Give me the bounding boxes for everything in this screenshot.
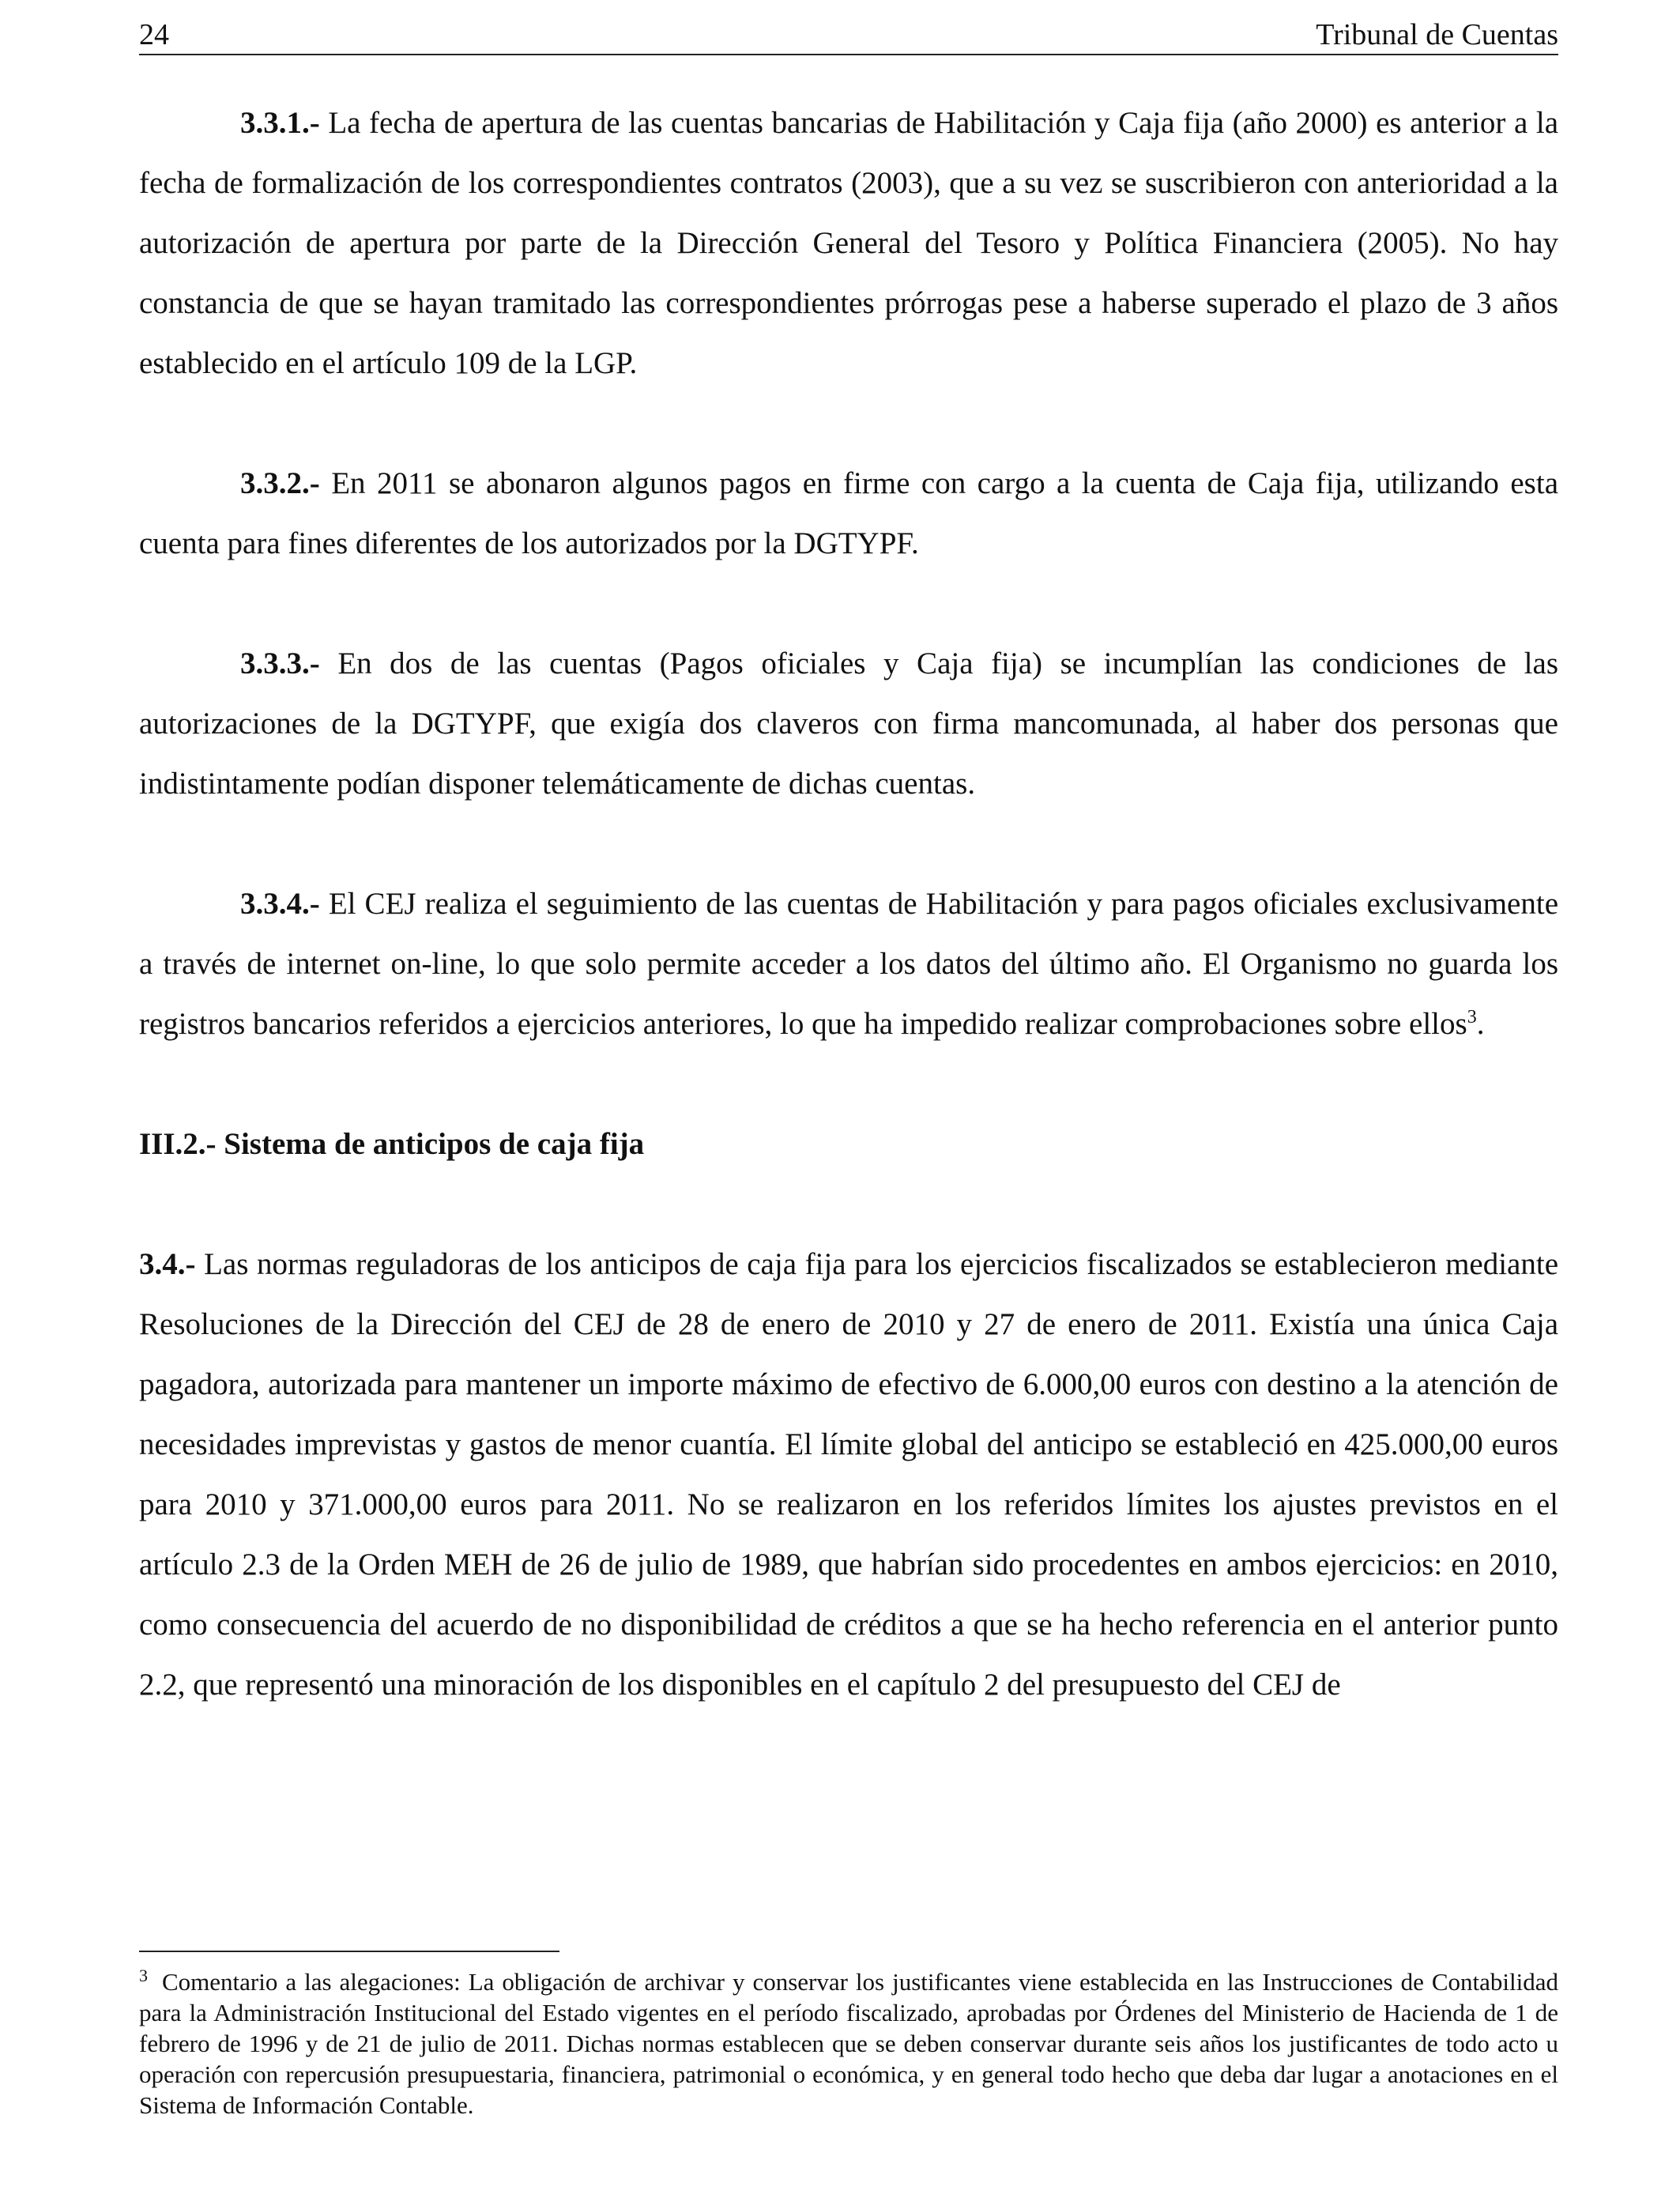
page-number: 24 [139,18,169,51]
paragraph-number: 3.3.1.- [240,106,320,140]
paragraph-tail: . [1476,1007,1485,1041]
running-title: Tribunal de Cuentas [1316,18,1558,51]
paragraph-3-3-2 [139,454,1558,574]
paragraph-text: En dos de las cuentas (Pagos oficiales y Caja fija) se incumplían las condiciones de las autorizaciones de la DGTYPF, que exigía dos claveros con firma mancomunada, al haber dos personas que indistintamente podían disponer telemáticamente de dichas cuentas. [139,647,1559,801]
paragraph-text: La fecha de apertura de las cuentas bancarias de Habilitación y Caja fija (año 2000) es anterior a la fecha de formalización de los correspondientes contratos (2003), que a su vez se suscribieron con anterioridad a la autorización de apertura por parte de la Dirección General del Tesoro y Política Financiera (2005). No hay constancia de que se hayan tramitado las correspondientes prórrogas pese a haberse superado el plazo de 3 años establecido en el artículo 109 de la LGP. [139,106,1558,380]
paragraph-number: 3.3.2.- [240,466,320,500]
footnote-reference[interactable]: 3 [1467,1007,1477,1027]
paragraph-3-3-4 [139,874,1558,1054]
paragraph-text: En 2011 se abonaron algunos pagos en firme con cargo a la cuenta de Caja fija, utilizando esta cuenta para fines diferentes de los autorizados por la DGTYPF. [139,466,1559,560]
footnote-mark: 3 [139,1965,148,1985]
footnote-separator [139,1951,559,1952]
document-body [139,93,1558,1715]
paragraph-text: Las normas reguladoras de los anticipos de caja fija para los ejercicios fiscalizados se establecieron mediante Resoluciones de la Dirección del CEJ de 28 de enero de 2010 y 27 de enero de 2011. Existía una única Caja pagadora, autorizada para mantener un importe máximo de efectivo de 6.000,00 euros con destino a la atención de necesidades imprevistas y gastos de menor cuantía. El límite global del anticipo se estableció en 425.000,00 euros para 2010 y 371.000,00 euros para 2011. No se realizaron en los referidos límites los ajustes previstos en el artículo 2.3 de la Orden MEH de 26 de julio de 1989, que habrían sido procedentes en ambos ejercicios: en 2010, como consecuencia del acuerdo de no disponibilidad de créditos a que se ha hecho referencia en el anterior punto 2.2, que representó una minoración de los disponibles en el capítulo 2 del presupuesto del CEJ de [139,1247,1559,1702]
paragraph-text: El CEJ realiza el seguimiento de las cuentas de Habilitación y para pagos oficiales exclusivamente a través de internet on-line, lo que solo permite acceder a los datos del último año. El Organismo no guarda los registros bancarios referidos a ejercicios anteriores, lo que ha impedido realizar comprobaciones sobre ellos [139,887,1559,1041]
section-heading: III.2.- Sistema de anticipos de caja fija [139,1127,645,1161]
footnote [139,1966,1558,2120]
page-header [139,17,1558,55]
paragraph-number: 3.3.4.- [240,887,320,921]
paragraph-number: 3.4.- [139,1247,196,1281]
paragraph-3-3-3 [139,634,1558,814]
paragraph-number: 3.3.3.- [240,647,320,680]
footnote-text: Comentario a las alegaciones: La obligación de archivar y conservar los justificantes viene establecida en las Instrucciones de Contabilidad para la Administración Institucional del Estado vigentes en el período fiscalizado, aprobadas por Órdenes del Ministerio de Hacienda de 1 de febrero de 1996 y de 21 de julio de 2011. Dichas normas establecen que se deben conservar durante seis años los justificantes de todo acto u operación con repercusión presupuestaria, financiera, patrimonial o económica, y en general todo hecho que deba dar lugar a anotaciones en el Sistema de Información Contable. [139,1968,1558,2119]
paragraph-3-3-1 [139,93,1558,394]
paragraph-3-4 [139,1235,1558,1715]
